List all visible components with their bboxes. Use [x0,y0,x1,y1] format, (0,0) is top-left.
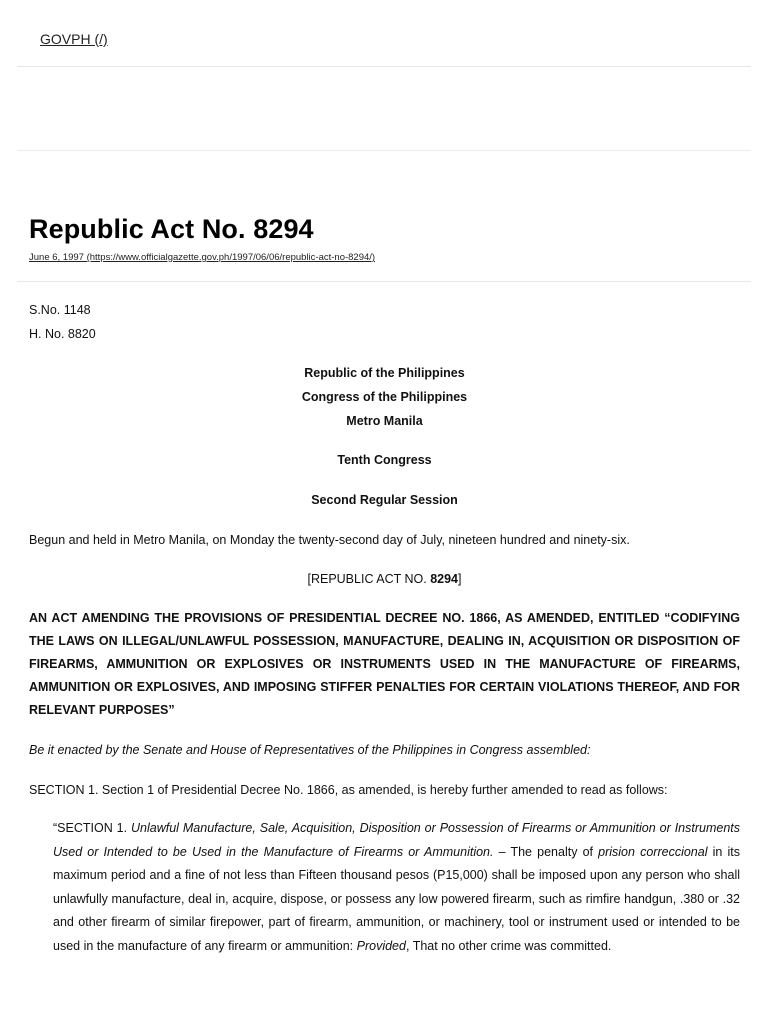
act-number [29,567,740,591]
quote-term: prision correccional [598,844,708,859]
quote-heading: Unlawful Manufacture, Sale, Acquisition, Disposition or Possession of Firearms or Ammunition or Instruments Used or Intended to be Used in the Manufacture of Firearms or Ammunition. [53,821,740,859]
senate-number: S.No. 1148 [29,303,91,317]
session-name: Second Regular Session [311,493,458,507]
banner-divider [17,150,751,151]
quote-text-b: in its maximum period and a fine of not less than Fifteen thousand pesos (P15,000) shall be imposed upon any person who shall unlawfully manufacture, deal in, acquire, dispose, or possess any low powered firearm, such as rimfire handgun, .380 or .32 and other firearm of similar firepower, part of firearm, ammunition, or machinery, tool or instrument used or intended to be used in the manufacture of any firearm or ammunition: [53,844,740,953]
header-location: Metro Manila [346,414,423,428]
act-number-prefix: [REPUBLIC ACT NO. [307,572,431,586]
act-title: AN ACT AMENDING THE PROVISIONS OF PRESIDENTIAL DECREE NO. 1866, AS AMENDED, ENTITLED “CODIFYING THE LAWS ON ILLEGAL/UNLAWFUL POSSESSION, MANUFACTURE, DEALING IN, ACQUISITION OR DISPOSITION OF FIREARMS, AMMUNITION OR EXPLOSIVES OR INSTRUMENTS USED IN THE MANUFACTURE OF FIREARMS, AMMUNITION OR EXPLOSIVES, AND IMPOSING STIFFER PENALTIES FOR CERTAIN VIOLATIONS THEREOF, AND FOR RELEVANT PURPOSES” [29,611,740,717]
quote-text-a: – The penalty of [493,844,599,859]
congress-number: Tenth Congress [337,453,432,467]
quote-text-c: , That no other crime was committed. [405,938,612,953]
article-body [29,298,740,958]
page-title: Republic Act No. 8294 [29,214,314,244]
section-1-intro: SECTION 1. Section 1 of Presidential Decree No. 1866, as amended, is hereby further amended to read as follows: [29,783,668,797]
quoted-section-1 [53,817,740,958]
title-divider [17,281,751,282]
quote-lead: “SECTION 1. [53,821,132,835]
act-number-suffix: ] [458,572,462,586]
quote-provided: Provided [356,938,406,953]
govph-link[interactable]: GOVPH (/) [40,31,108,47]
publish-date-link[interactable]: June 6, 1997 (https://www.officialgazette.gov.ph/1997/06/06/republic-act-no-8294/) [29,252,376,263]
house-number: H. No. 8820 [29,327,96,341]
enacting-clause: Be it enacted by the Senate and House of Representatives of the Philippines in Congress assembled: [29,743,591,757]
act-number-value: 8294 [430,572,459,586]
header-republic: Republic of the Philippines [304,366,465,380]
top-navigation-bar [17,0,751,67]
begun-statement: Begun and held in Metro Manila, on Monday the twenty-second day of July, nineteen hundred and ninety-six. [29,533,630,547]
header-congress: Congress of the Philippines [301,390,468,404]
